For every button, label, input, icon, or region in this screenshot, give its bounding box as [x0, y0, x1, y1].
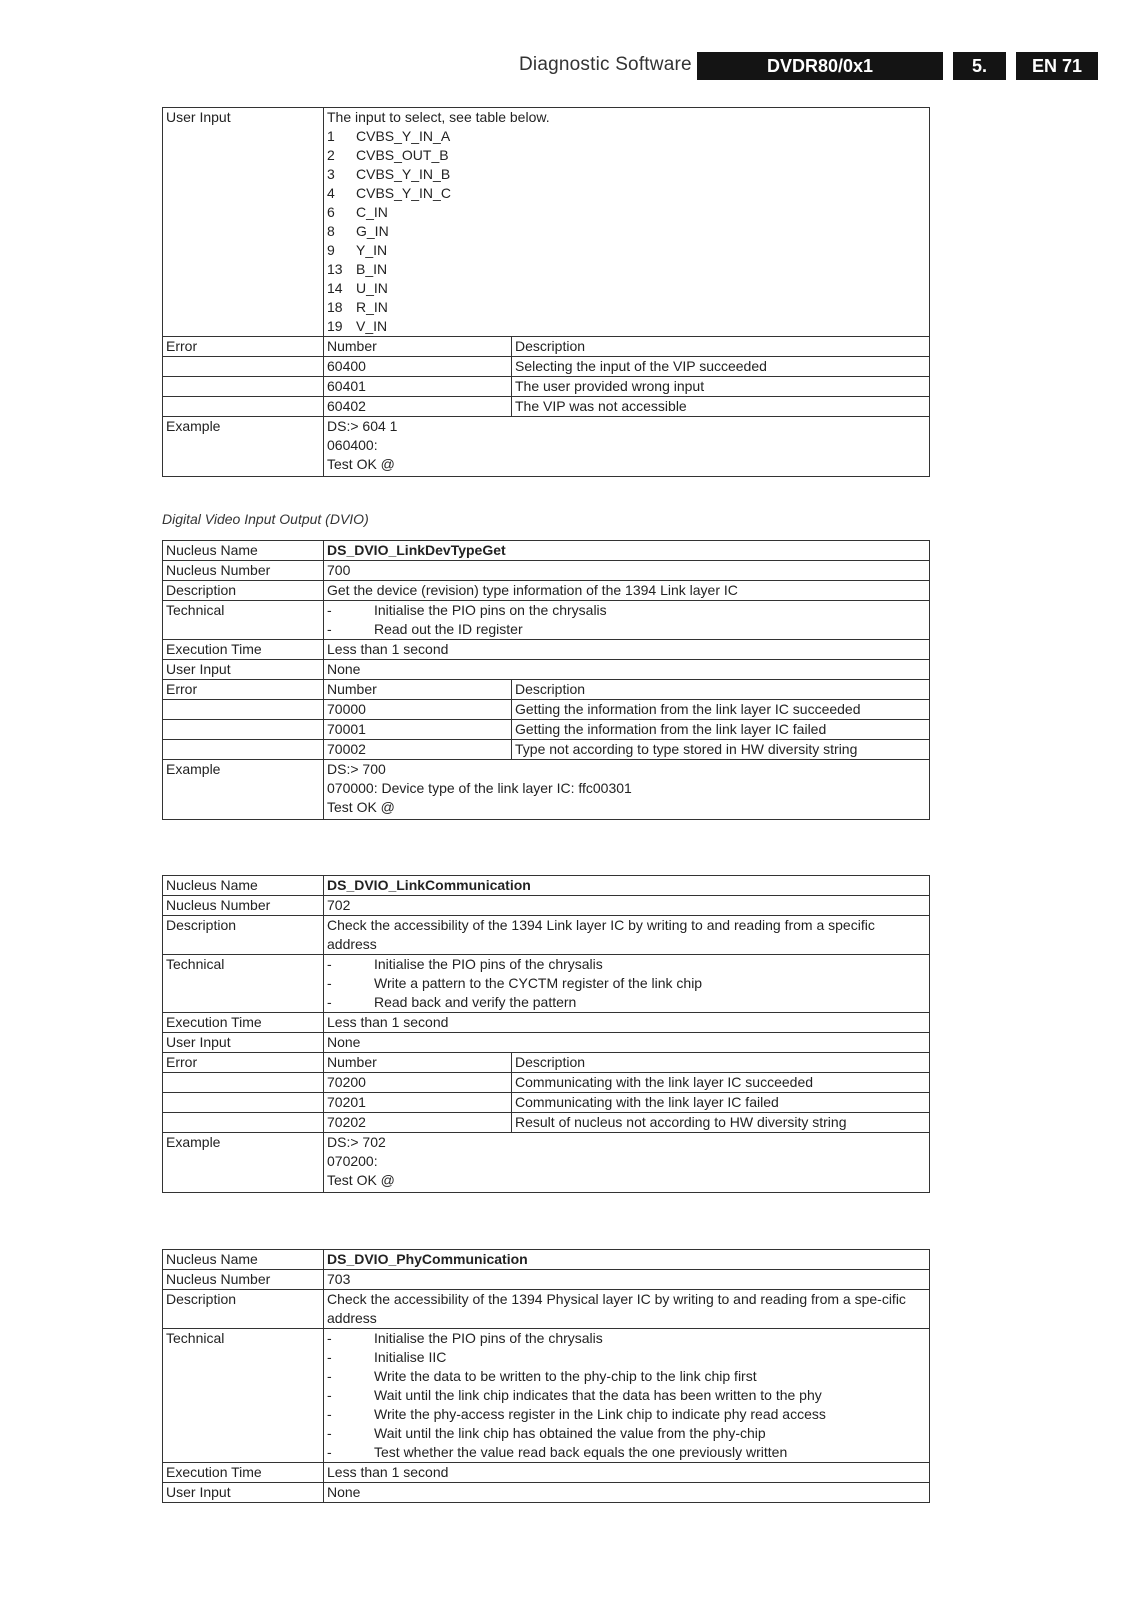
nucleus-description: Check the accessibility of the 1394 Physical layer IC by writing to and reading from a spe-cific address: [324, 1290, 930, 1329]
table-row: User Input None: [163, 1033, 930, 1053]
table-row: 60400 Selecting the input of the VIP succeeded: [163, 357, 930, 377]
table-row: Description Check the accessibility of the 1394 Link layer IC by writing to and reading from a specific address: [163, 916, 930, 955]
table-row: Example DS:> 702 070200: Test OK @: [163, 1133, 930, 1193]
table-row: Nucleus Name DS_DVIO_PhyCommunication: [163, 1250, 930, 1270]
user-input-cell: [324, 108, 930, 337]
table-row: 60402 The VIP was not accessible: [163, 397, 930, 417]
table-row: 70202 Result of nucleus not according to HW diversity string: [163, 1113, 930, 1133]
header-title: Diagnostic Software: [519, 54, 692, 75]
table-row: 70001 Getting the information from the link layer IC failed: [163, 720, 930, 740]
nucleus-name: DS_DVIO_LinkDevTypeGet: [324, 541, 930, 561]
table-row: Technical - Initialise the PIO pins of the chrysalis - Initialise IIC - Write the data to be written to the phy-chip to the link chip first - Wait until the link chip indicates that the data has been written to the phy - Write the phy-access register in the Link chip to indicate phy read access - Wait until the link chip has obtained the value from the phy-chip - Test whether the value read back equals the one previously written: [163, 1329, 930, 1463]
list-item: 14 U_IN: [327, 280, 388, 296]
vip-select-table: [162, 107, 930, 477]
error-description-header: Description: [512, 337, 930, 357]
example-cell: DS:> 604 1 060400: Test OK @: [324, 417, 930, 477]
list-item: 9 Y_IN: [327, 242, 388, 258]
nucleus-number: 703: [324, 1270, 930, 1290]
nucleus-number: 700: [324, 561, 930, 581]
header-model: DVDR80/0x1: [697, 52, 943, 80]
header-chapter: 5.: [953, 52, 1006, 80]
example-cell: DS:> 700 070000: Device type of the link layer IC: ffc00301 Test OK @: [324, 760, 930, 820]
page-header: [0, 52, 1131, 82]
table-row: Nucleus Number 703: [163, 1270, 930, 1290]
technical-cell: - Initialise the PIO pins of the chrysalis - Initialise IIC - Write the data to be written to the phy-chip to the link chip first - Wait until the link chip indicates that the data has been written to the phy - Write the phy-access register in the Link chip to indicate phy read access - Wait until the link chip has obtained the value from the phy-chip - Test whether the value read back equals the one previously written: [324, 1329, 930, 1463]
table-row: 70002 Type not according to type stored in HW diversity string: [163, 740, 930, 760]
list-item: 19 V_IN: [327, 318, 388, 334]
section-caption: Digital Video Input Output (DVIO): [162, 511, 369, 527]
row-label: Example: [163, 417, 324, 477]
error-number-header: Number: [324, 337, 512, 357]
technical-cell: - Initialise the PIO pins on the chrysalis - Read out the ID register: [324, 601, 930, 640]
phy-communication-table: [162, 1249, 930, 1503]
table-row: Description Get the device (revision) type information of the 1394 Link layer IC: [163, 581, 930, 601]
nucleus-description: Get the device (revision) type information of the 1394 Link layer IC: [324, 581, 930, 601]
table-row: Execution Time Less than 1 second: [163, 640, 930, 660]
table-row: Description Check the accessibility of the 1394 Physical layer IC by writing to and reading from a spe-cific address: [163, 1290, 930, 1329]
table-row: 60401 The user provided wrong input: [163, 377, 930, 397]
table-row: [163, 417, 930, 477]
table-row: 70201 Communicating with the link layer IC failed: [163, 1093, 930, 1113]
nucleus-name: DS_DVIO_PhyCommunication: [324, 1250, 930, 1270]
nucleus-description: Check the accessibility of the 1394 Link layer IC by writing to and reading from a specific address: [324, 916, 930, 955]
table-row: Error Number Description: [163, 680, 930, 700]
header-page-number: EN 71: [1016, 52, 1098, 80]
table-row: 70200 Communicating with the link layer IC succeeded: [163, 1073, 930, 1093]
table-row: [163, 108, 930, 337]
table-row: 70000 Getting the information from the link layer IC succeeded: [163, 700, 930, 720]
row-label: User Input: [163, 108, 324, 337]
list-item: 3 CVBS_Y_IN_B: [327, 166, 451, 182]
table-row: User Input None: [163, 1483, 930, 1503]
example-cell: DS:> 702 070200: Test OK @: [324, 1133, 930, 1193]
list-item: 6 C_IN: [327, 204, 388, 220]
link-dev-type-table: [162, 540, 930, 820]
list-item: 8 G_IN: [327, 223, 389, 239]
table-row: Technical - Initialise the PIO pins of the chrysalis - Write a pattern to the CYCTM register of the link chip - Read back and verify the pattern: [163, 955, 930, 1013]
technical-cell: - Initialise the PIO pins of the chrysalis - Write a pattern to the CYCTM register of the link chip - Read back and verify the pattern: [324, 955, 930, 1013]
table-row: Execution Time Less than 1 second: [163, 1013, 930, 1033]
table-row: User Input None: [163, 660, 930, 680]
table-row: [163, 337, 930, 357]
table-row: Execution Time Less than 1 second: [163, 1463, 930, 1483]
table-row: Nucleus Number 702: [163, 896, 930, 916]
row-label: Error: [163, 337, 324, 357]
table-row: Nucleus Name DS_DVIO_LinkDevTypeGet: [163, 541, 930, 561]
list-item: 1 CVBS_Y_IN_A: [327, 128, 451, 144]
table-row: Nucleus Name DS_DVIO_LinkCommunication: [163, 876, 930, 896]
table-row: Technical - Initialise the PIO pins on the chrysalis - Read out the ID register: [163, 601, 930, 640]
list-item: 2 CVBS_OUT_B: [327, 147, 449, 163]
nucleus-number: 702: [324, 896, 930, 916]
user-input-intro: The input to select, see table below.: [327, 109, 550, 125]
nucleus-name: DS_DVIO_LinkCommunication: [324, 876, 930, 896]
list-item: 18 R_IN: [327, 299, 388, 315]
table-row: Nucleus Number 700: [163, 561, 930, 581]
list-item: 4 CVBS_Y_IN_C: [327, 185, 451, 201]
list-item: 13 B_IN: [327, 261, 388, 277]
table-row: Example DS:> 700 070000: Device type of the link layer IC: ffc00301 Test OK @: [163, 760, 930, 820]
link-communication-table: [162, 875, 930, 1193]
table-row: Error Number Description: [163, 1053, 930, 1073]
